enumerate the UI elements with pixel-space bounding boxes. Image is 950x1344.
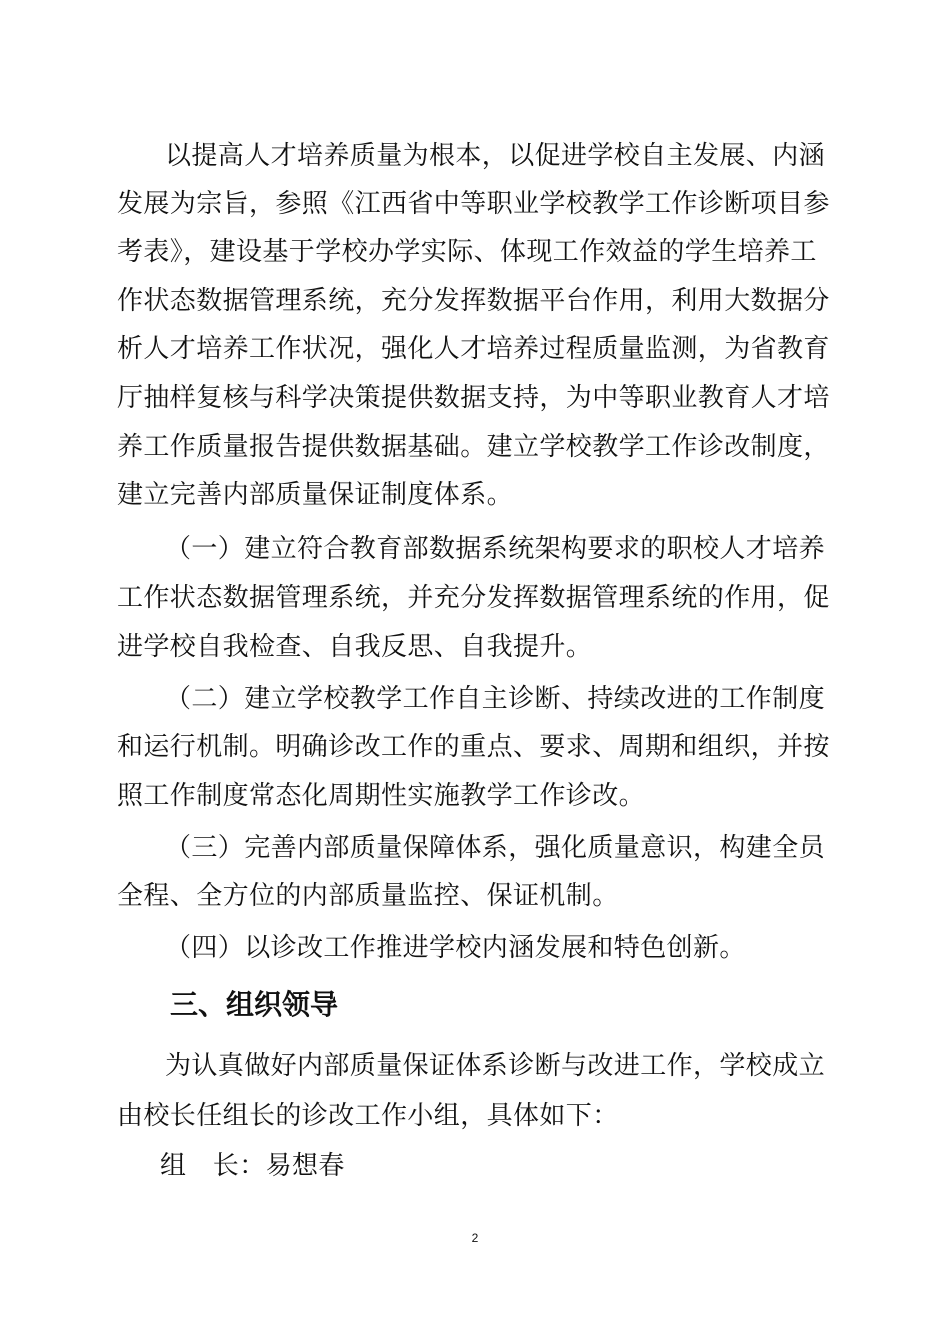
list-item-line: （二）建立学校教学工作自主诊断、持续改进的工作制度 [165, 684, 826, 714]
list-item-line: 和运行机制。明确诊改工作的重点、要求、周期和组织，并按 [117, 732, 830, 762]
paragraph-line: 建立完善内部质量保证制度体系。 [117, 480, 514, 510]
paragraph-line: 以提高人才培养质量为根本，以促进学校自主发展、内涵 [165, 141, 826, 171]
leader-line: 组 长：易想春 [160, 1151, 345, 1181]
paragraph-line: 厅抽样复核与科学决策提供数据支持，为中等职业教育人才培 [117, 383, 830, 413]
paragraph-line: 由校长任组长的诊改工作小组，具体如下： [117, 1101, 619, 1131]
paragraph-line: 作状态数据管理系统，充分发挥数据平台作用，利用大数据分 [117, 286, 830, 316]
paragraph-line: 析人才培养工作状况，强化人才培养过程质量监测，为省教育 [117, 334, 830, 364]
paragraph-line: 为认真做好内部质量保证体系诊断与改进工作，学校成立 [165, 1051, 826, 1081]
list-item-line: 工作状态数据管理系统，并充分发挥数据管理系统的作用，促 [117, 583, 830, 613]
list-item-line: 全程、全方位的内部质量监控、保证机制。 [117, 881, 619, 911]
list-item-line: （四）以诊改工作推进学校内涵发展和特色创新。 [165, 933, 746, 963]
section-heading: 三、组织领导 [170, 988, 339, 1021]
list-item-line: （一）建立符合教育部数据系统架构要求的职校人才培养 [165, 534, 826, 564]
paragraph-line: 发展为宗旨，参照《江西省中等职业学校教学工作诊断项目参 [117, 189, 830, 219]
list-item-line: 进学校自我检查、自我反思、自我提升。 [117, 632, 593, 662]
list-item-line: （三）完善内部质量保障体系，强化质量意识，构建全员 [165, 833, 826, 863]
paragraph-line: 养工作质量报告提供数据基础。建立学校教学工作诊改制度， [117, 432, 830, 462]
list-item-line: 照工作制度常态化周期性实施教学工作诊改。 [117, 781, 646, 811]
page-number: 2 [471, 1231, 479, 1245]
paragraph-line: 考表》，建设基于学校办学实际、体现工作效益的学生培养工 [117, 237, 817, 267]
